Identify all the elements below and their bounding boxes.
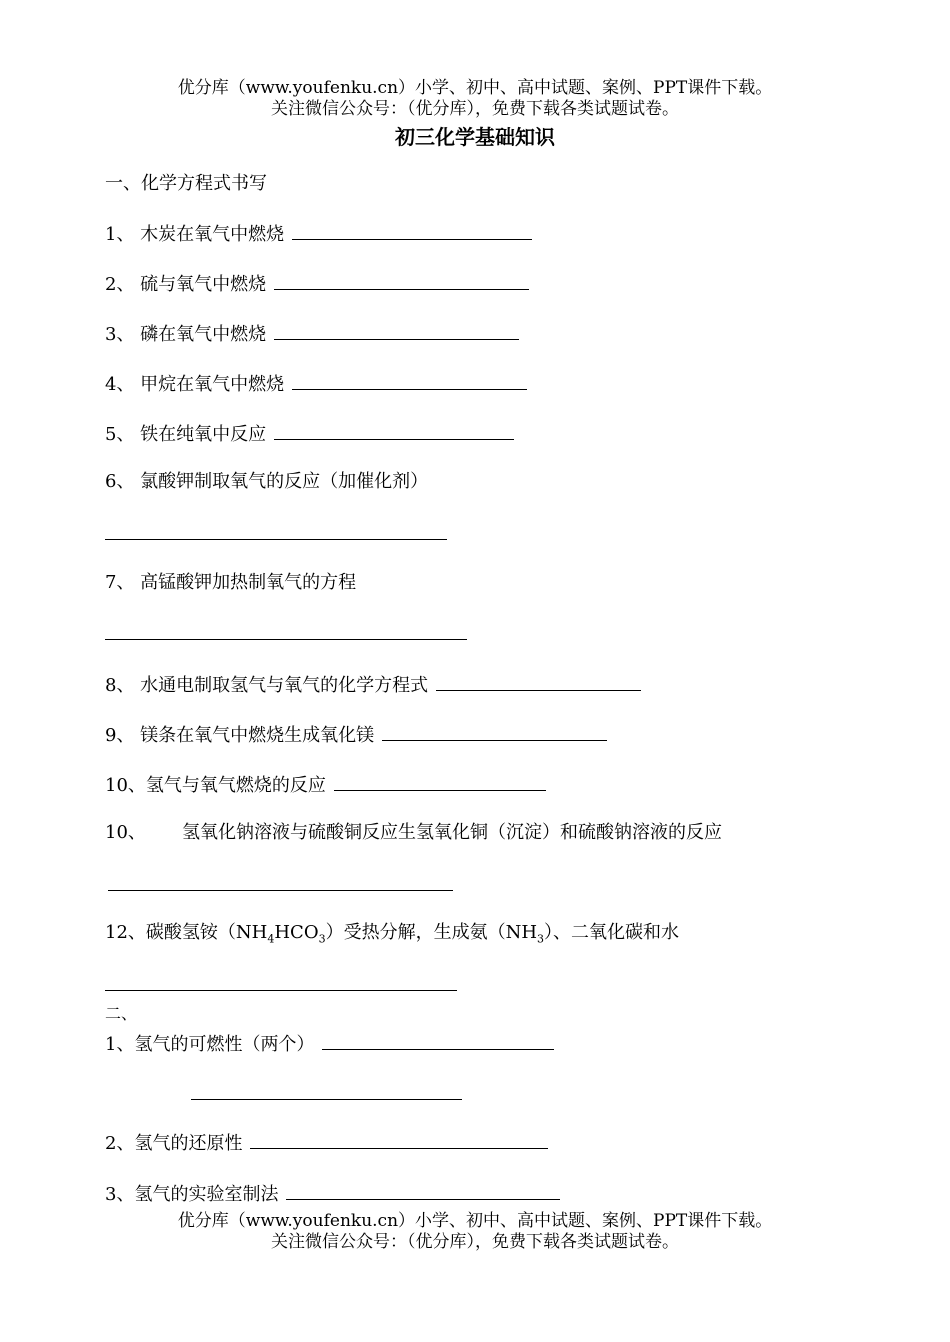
question-2-3 xyxy=(105,1181,560,1206)
answer-blank-4[interactable] xyxy=(292,371,527,390)
header-line-1: 优分库（www.youfenku.cn）小学、初中、高中试题、案例、PPT课件下载。 xyxy=(177,78,773,98)
answer-blank-2[interactable] xyxy=(274,271,529,290)
question-12-part-3: ）受热分解，生成氨（NH xyxy=(325,922,538,943)
question-2-text: 2、 硫与氧气中燃烧 xyxy=(105,274,267,295)
answer-blank-9[interactable] xyxy=(382,722,607,741)
answer-blank-2-2[interactable] xyxy=(250,1130,548,1149)
question-4 xyxy=(105,371,527,396)
question-2-1 xyxy=(105,1031,554,1056)
question-2 xyxy=(105,271,529,296)
section-heading-2: 二、 xyxy=(105,1004,138,1023)
answer-blank-10[interactable] xyxy=(334,772,546,791)
question-2-2 xyxy=(105,1130,548,1155)
answer-blank-2-1b[interactable] xyxy=(191,1099,462,1100)
page-title: 初三化学基础知识 xyxy=(395,125,555,149)
question-3 xyxy=(105,321,519,346)
question-7: 7、 高锰酸钾加热制氧气的方程 xyxy=(105,572,357,593)
answer-blank-8[interactable] xyxy=(436,672,641,691)
question-1 xyxy=(105,221,532,246)
question-6: 6、 氯酸钾制取氧气的反应（加催化剂） xyxy=(105,471,429,492)
question-8-text: 8、 水通电制取氢气与氧气的化学方程式 xyxy=(105,675,429,696)
section-heading-1: 一、化学方程式书写 xyxy=(105,173,267,194)
question-2-2-text: 2、氢气的还原性 xyxy=(105,1133,243,1154)
question-4-text: 4、 甲烷在氧气中燃烧 xyxy=(105,374,285,395)
question-9 xyxy=(105,722,607,747)
question-10 xyxy=(105,772,546,797)
question-11-number: 10、 xyxy=(105,822,146,843)
answer-blank-12[interactable] xyxy=(105,990,457,991)
question-9-text: 9、 镁条在氧气中燃烧生成氧化镁 xyxy=(105,725,375,746)
question-10-text: 10、氢气与氧气燃烧的反应 xyxy=(105,775,326,796)
question-12-sub-3: 3 xyxy=(537,932,545,946)
question-11-text: 氢氧化钠溶液与硫酸铜反应生氢氧化铜（沉淀）和硫酸钠溶液的反应 xyxy=(182,822,722,843)
question-5 xyxy=(105,421,514,446)
question-12-sub-2: 3 xyxy=(318,932,326,946)
footer-line-1: 优分库（www.youfenku.cn）小学、初中、高中试题、案例、PPT课件下载。 xyxy=(177,1211,773,1231)
answer-blank-2-1a[interactable] xyxy=(322,1031,554,1050)
question-1-text: 1、 木炭在氧气中燃烧 xyxy=(105,224,285,245)
answer-blank-7[interactable] xyxy=(105,639,467,640)
question-8 xyxy=(105,672,641,697)
answer-blank-3[interactable] xyxy=(274,321,519,340)
question-3-text: 3、 磷在氧气中燃烧 xyxy=(105,324,267,345)
header-line-2: 关注微信公众号：（优分库），免费下载各类试题试卷。 xyxy=(271,99,679,119)
question-5-text: 5、 铁在纯氧中反应 xyxy=(105,424,267,445)
question-2-3-text: 3、氢气的实验室制法 xyxy=(105,1184,279,1205)
question-12 xyxy=(105,922,679,951)
question-2-1-text: 1、氢气的可燃性（两个） xyxy=(105,1034,315,1055)
answer-blank-5[interactable] xyxy=(274,421,514,440)
question-12-sub-1: 4 xyxy=(267,932,275,946)
question-12-part-4: ）、二氧化碳和水 xyxy=(544,922,680,943)
question-12-part-1: 12、碳酸氢铵（NH xyxy=(105,922,268,943)
footer-line-2: 关注微信公众号：（优分库），免费下载各类试题试卷。 xyxy=(271,1232,679,1252)
answer-blank-2-3[interactable] xyxy=(286,1181,560,1200)
question-12-part-2: HCO xyxy=(274,922,319,943)
answer-blank-6[interactable] xyxy=(105,539,447,540)
answer-blank-11[interactable] xyxy=(108,890,453,891)
answer-blank-1[interactable] xyxy=(292,221,532,240)
